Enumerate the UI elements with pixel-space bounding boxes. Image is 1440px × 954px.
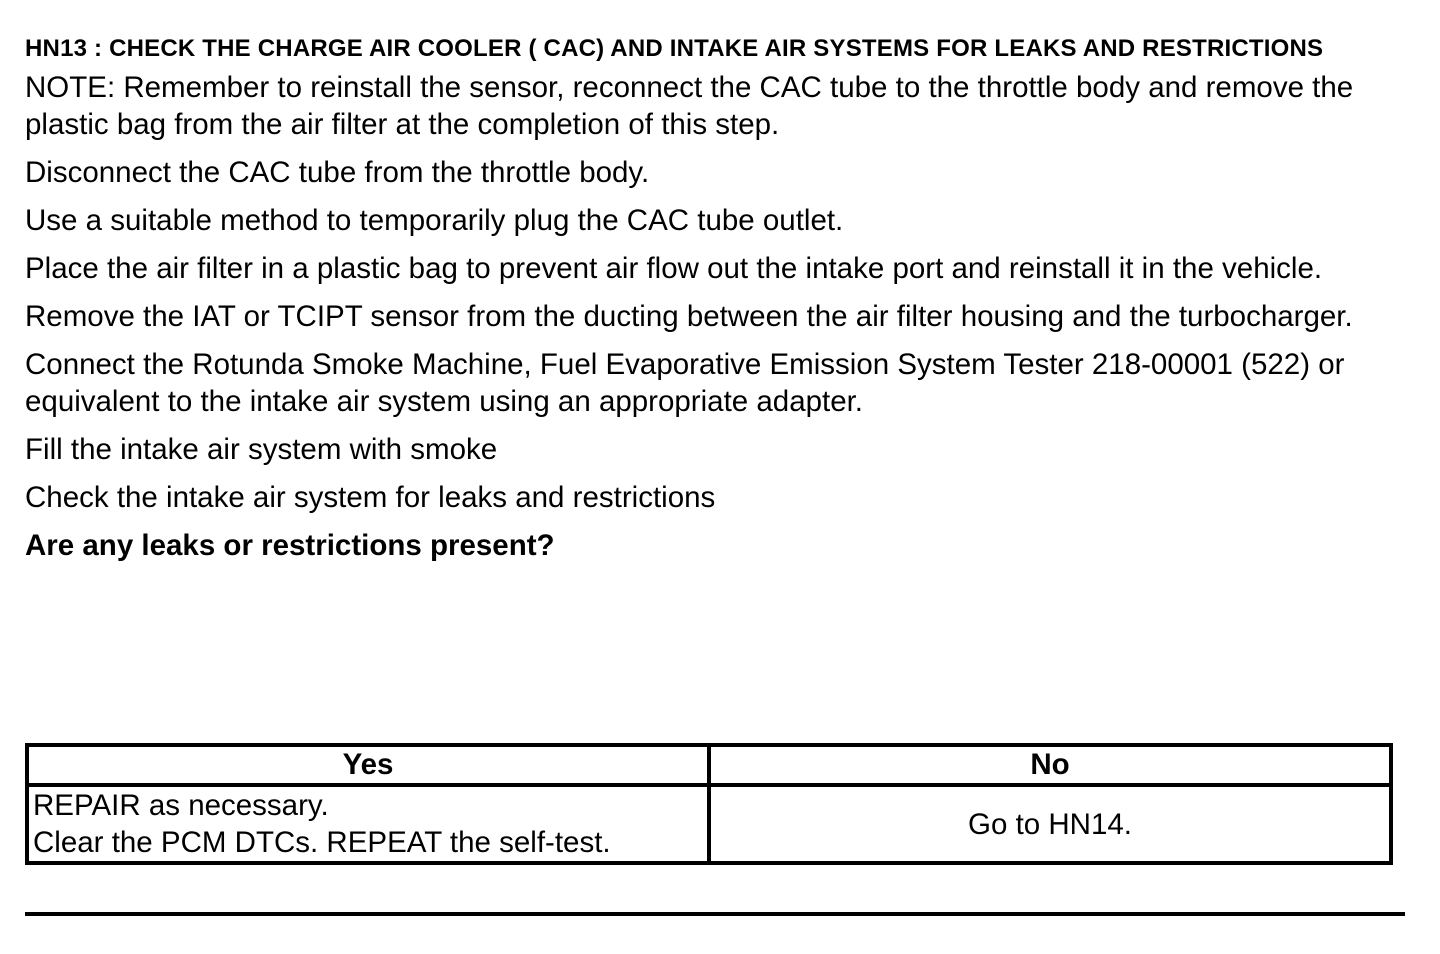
instruction-disconnect-tube: Disconnect the CAC tube from the throttle body.	[25, 156, 650, 189]
result-table	[25, 743, 1393, 865]
bottom-divider	[25, 912, 1405, 916]
instruction-check-leaks: Check the intake air system for leaks and restrictions	[25, 481, 716, 514]
decision-question: Are any leaks or restrictions present?	[25, 529, 555, 562]
instruction-bag-filter: Place the air filter in a plastic bag to prevent air flow out the intake port and reinstall it in the vehicle.	[25, 252, 1323, 285]
instruction-fill-smoke: Fill the intake air system with smoke	[25, 433, 498, 466]
yes-cell	[27, 785, 709, 863]
document-page	[25, 30, 1405, 564]
instruction-plug-outlet: Use a suitable method to temporarily plug the CAC tube outlet.	[25, 204, 844, 237]
instruction-remove-sensor: Remove the IAT or TCIPT sensor from the ducting between the air filter housing and the turbocharger.	[25, 300, 1353, 333]
yes-action-clear-dtcs: Clear the PCM DTCs. REPEAT the self-test.	[33, 826, 611, 859]
yes-header: Yes	[27, 745, 709, 785]
note-paragraph: NOTE: Remember to reinstall the sensor, reconnect the CAC tube to the throttle body and remove the plastic bag from the air filter at the completion of this step.	[25, 71, 1354, 141]
instruction-connect-smoke-machine: Connect the Rotunda Smoke Machine, Fuel Evaporative Emission System Tester 218-00001 (522) or equivalent to the intake air system using an appropriate adapter.	[25, 348, 1345, 418]
no-cell: Go to HN14.	[709, 785, 1391, 863]
yes-action-repair: REPAIR as necessary.	[33, 789, 329, 822]
table-header-row	[27, 745, 1391, 785]
no-header: No	[709, 745, 1391, 785]
step-heading: HN13 : CHECK THE CHARGE AIR COOLER ( CAC) AND INTAKE AIR SYSTEMS FOR LEAKS AND RESTRICTIONS	[25, 35, 1324, 62]
table-row	[27, 785, 1391, 863]
